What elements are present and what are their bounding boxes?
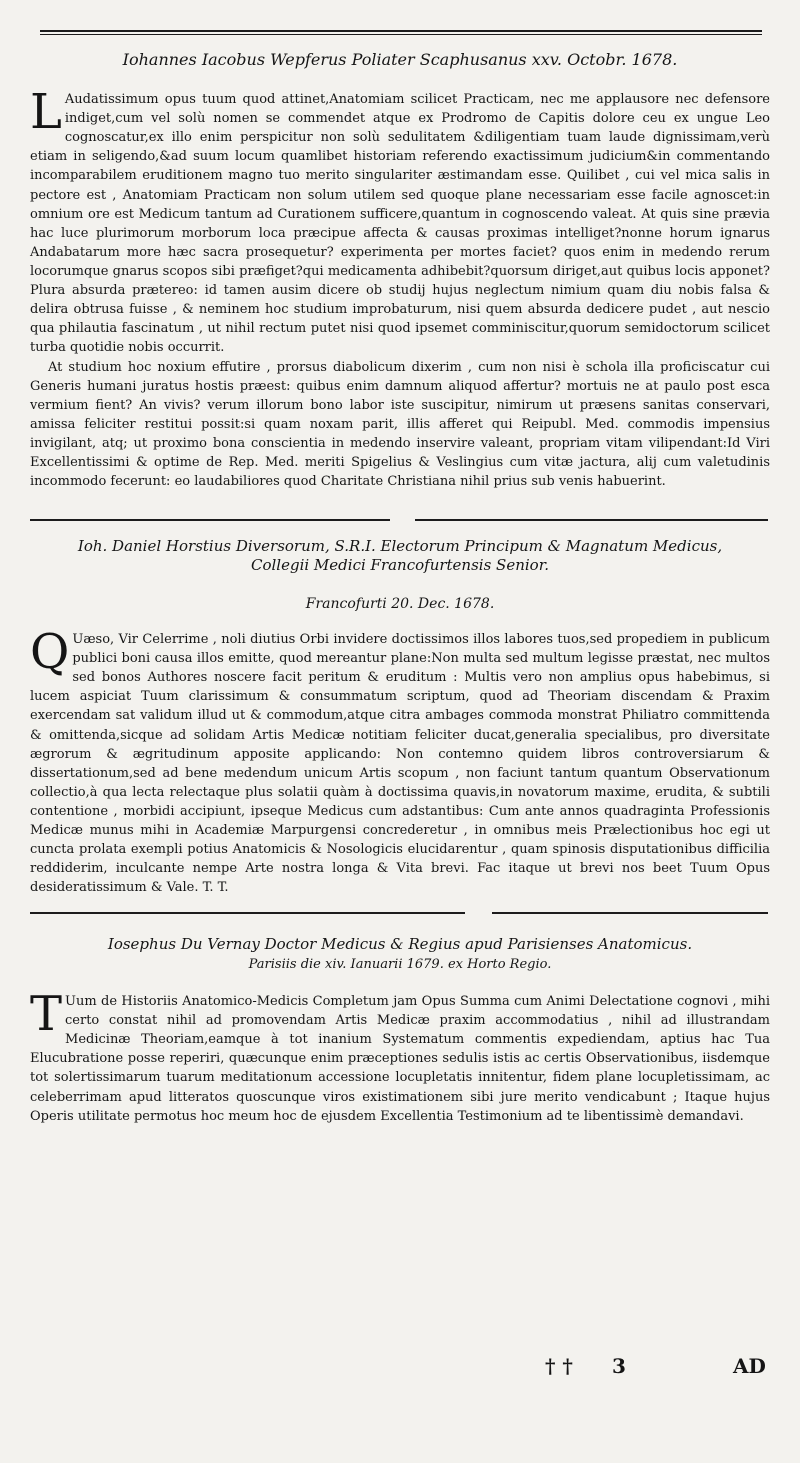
letter-1-paragraph-1-text: Audatissimum opus tuum quod attinet,Anatomiam scilicet Practicam, nec me applausore nec defensore indiget,cum vel solù nomen se commendet atque ex Prodromo de Capitis dolore ceu ex ungue Leo cognoscatur,ex illo enim perspicitur non solù sedulitatem &diligentiam tuam laude dignissimam,verù etiam in seligendo,&ad suum locum quamlibet historiam referendo exactissimum judicium&in commentando incomparabilem eruditionem magno tuo merito singulariter æstimandam esse. Quilibet , cui vel mica salis in pectore est , Anatomiam Practicam non solum utilem sed quoque plane necessariam esse facile agnoscet:in omnium ore est Medicum tantum ad Curationem sufficere,quantum in cognoscendo valeat. At quis sine prævia hac luce plurimorum morborum loca præcipue affecta & causas proximas intelliget?nonne horum ignarus Andabatarum more hæc sacra prosequetur? experimenta per mortes faciet? quos enim in medendo rerum locorumque gnarus scopos sibi præfiget?qui medicamenta adhibebit?quorsum diriget,aut quibus locis apponet? Plura absurda prætereo: id tamen ausim dicere ob studij hujus neglectum nimium quam diu nobis falsa & delira obtrusa fuisse , & neminem hoc studium improbaturum, nisi quem absurda dedicere pudet , aut nescio qua philautia fascinatum , ut nihil rectum putet nisi quod ipsemet comminiscitur,quorum semidoctorum scilicet turba quotidie nobis occurrit. xyxy=(30,92,770,356)
divider-2-right xyxy=(492,912,768,914)
letter-2-initial: Q xyxy=(30,624,70,680)
letter-1-body xyxy=(30,84,770,510)
top-rule-thin xyxy=(40,34,762,35)
letter-3-paragraph-1-text: Uum de Historiis Anatomico-Medicis Completum jam Opus Summa cum Animi Delectatione cognovi , mihi certo constat nihil ad promovendam Artis Medicæ praxim accommodatius , nihil ad illustrandam Medicinæ Theoriam,eamque à tot inanium Systematum commentis expediendam, aptius hac Tua Elucubratione posse reperiri, quæcunque enim præceptiones sedulis istis ac certis Observationibus, iisdemque tot solertissimarum tuarum meditationum accessione locupletatis innitentur, fidem plane locupletissimam, ac celeberrimam apud litteratos quoscunque viros existimationem sibi jure merito vendicabunt ; Itaque hujus Operis utilitate permotus hoc meum hoc de ejusdem Excellentia Testimonium ad te libentissimè demandavi. xyxy=(30,994,770,1124)
letter-2-paragraph-1 xyxy=(30,624,770,898)
letter-2-paragraph-1-text: Uæso, Vir Celerrime , noli diutius Orbi invidere doctissimos illos labores tuos,sed propediem in publicum publici boni causa illos emitte, quod mereantur plane:Non multa sed multum legisse præstat, nec multos sed bonos Authores noscere facit peritum & eruditum : Multis vero non amplius opus habebimus, si lucem aspiciat Tuum clarissimum & consummatum scriptum, quod ad Theoriam discendam & Praxim exercendam sat validum illud ut & commodum,atque citra ambages commoda monstrat Philiatro committenda & omittenda,sicque ad solidam Artis Medicæ notitiam feliciter ducat,generalia specialibus, pro diversitate ægrorum & ægritudinum apposite applicando: Non contemno quidem libros controversiarum & dissertationum,sed ad bene medendum unicum Artis scopum , non faciunt tantum quantum Observationum collectio,à qua lecta relectaque plus solatii quàm à doctissima quavis,in novatorum maxime, erudita, & subtili contentione , morbidi accipiunt, ipseque Medicus cum adstantibus: Cum ante annos quadraginta Professionis Medicæ munus mihi in Academiæ Marpurgensi concrederetur , in omnibus meis Prælectionibus hoc egi ut cuncta prolata exempli potius Anatomicis & Nosologicis elucidarentur , quam spinosis disputationibus difficilia reddiderim, inculcante nempe Arte nostra longa & Vita brevi. Fac itaque ut brevi nos beet Tuum Opus desideratissimum & Vale. T. T. xyxy=(30,632,770,896)
footer-signature: 3 xyxy=(612,1354,626,1378)
footer-marks: † † xyxy=(545,1354,573,1378)
letter-3-paragraph-1 xyxy=(30,986,770,1126)
letter-1-paragraph-2: At studium hoc noxium effutire , prorsus diabolicum dixerim , cum non nisi è schola illa proficiscatur cui Generis humani juratus hostis præest: quibus enim damnum aliquod affertur? mortuis ne at paulo post esca vermium fient? An vivis? verum illorum bono labor iste suscipitur, nimirum ut præsens sanitas conservari, amissa feliciter restitui possit:si quam noxam parit, illis afferet qui Reipubl. Med. commodis impensius invigilant, atq; ut proximo bona conscientia in medendo inservire valeant, propriam vitam vilipendant:Id Viri Excellentissimi & optime de Rep. Med. meriti Spigelius & Veslingius cum vitæ jactura, alij cum valetudinis incommodo fecerunt: eo laudabiliores quod Charitate Christiana nihil prius sub venis habuerint. xyxy=(30,359,770,490)
letter-1-paragraph-1 xyxy=(30,84,770,358)
letter-3-initial: T xyxy=(30,986,63,1042)
divider-1-right xyxy=(415,519,768,521)
letter-3-body xyxy=(30,986,770,1152)
letter-3-header: Iosephus Du Vernay Doctor Medicus & Regius apud Parisienses Anatomicus. xyxy=(107,935,693,953)
divider-1-left xyxy=(30,519,390,521)
letter-1-header: Iohannes Iacobus Wepferus Poliater Scaphusanus xxv. Octobr. 1678. xyxy=(122,50,678,69)
footer-catchword: AD xyxy=(733,1354,766,1378)
top-rule xyxy=(40,30,762,32)
letter-3-dateline: Parisiis die xiv. Ianuarii 1679. ex Horto Regio. xyxy=(248,957,552,972)
letter-2-header-line-1: Ioh. Daniel Horstius Diversorum, S.R.I. Electorum Principum & Magnatum Medicus, xyxy=(77,537,723,555)
divider-2-left xyxy=(30,912,465,914)
letter-2-dateline: Francofurti 20. Dec. 1678. xyxy=(305,596,495,612)
letter-2-body xyxy=(30,624,770,902)
letter-1-initial: L xyxy=(30,84,62,140)
letter-2-header-line-2: Collegii Medici Francofurtensis Senior. xyxy=(250,555,549,574)
letter-2-header xyxy=(20,537,780,575)
